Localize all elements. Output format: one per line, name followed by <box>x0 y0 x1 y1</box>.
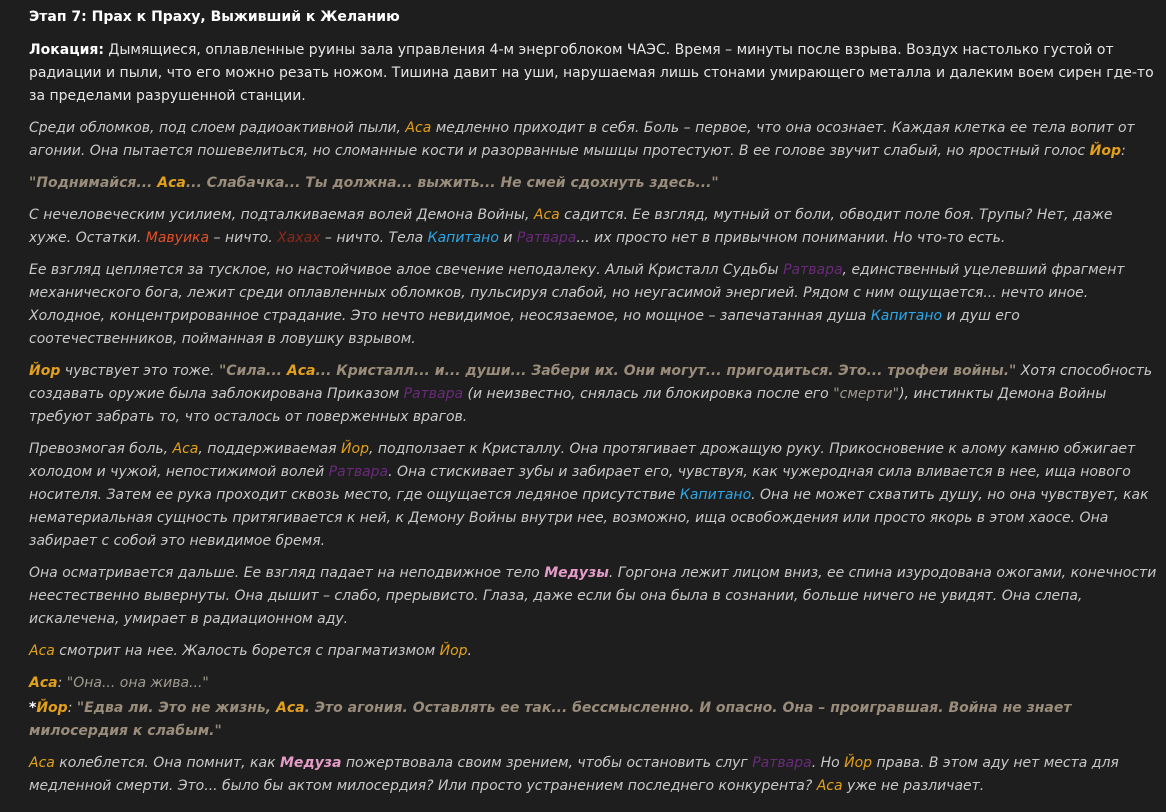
name-yor: Йор <box>844 755 873 771</box>
text-span: "Поднимайся... <box>29 175 158 191</box>
name-captain: Капитано <box>870 308 943 324</box>
name-asa: Аса <box>816 778 843 794</box>
location-label: Локация: <box>29 42 104 58</box>
asa-quote: "Она... она жива..." <box>66 675 209 691</box>
name-yor: Йор <box>36 700 68 716</box>
location-text: Дымящиеся, оплавленные руины зала управления 4-м энергоблоком ЧАЭС. Время – минуты после взрыва. Воздух настолько густой от радиации и пыли, что его можно резать ножом. Тишина давит на уши, нарушаемая лишь стонами умирающего металла и далеким воем сирен где-то за пределами разрушенной станции. <box>29 42 1154 104</box>
asterisk: * <box>29 700 37 716</box>
yor-quote: "Сила... <box>218 363 287 379</box>
name-captain: Капитано <box>679 487 752 503</box>
text-span: чувствует это тоже. <box>60 363 219 379</box>
text-span: и <box>498 230 517 246</box>
name-yor: Йор <box>29 363 61 379</box>
text-span: пожертвовала своим зрением, чтобы остановить слуг <box>341 755 753 771</box>
narration-paragraph-3 <box>29 259 1159 351</box>
text-span: Ее взгляд цепляется за тусклое, но настойчивое алое свечение неподалеку. Алый Кристалл Судьбы <box>29 262 784 278</box>
text-span: . Она не может схватить душу, но она чувствует, как нематериальная сущность притягивается к ней, к Демону Войны внутри нее, возможно, ища освобождения или просто якорь в этом хаосе. Она забирает с собой это невидимое бремя. <box>29 487 1149 549</box>
name-rattlesnake: Ратвара <box>752 755 812 771</box>
text-span: Хотя способность создавать оружие была заблокирована Приказом <box>29 363 1153 402</box>
text-span: С нечеловеческим усилием, подталкиваемая волей Демона Войны, <box>29 207 534 223</box>
name-mavuika: Мавуика <box>145 230 210 246</box>
text-span: , единственный уцелевший фрагмент механического бога, лежит среди оплавленных обломков, пульсируя слабой, но неугасимой энергией. Рядом с ним ощущается... нечто иное. Холодное, концентрированное страдание. Это нечто невидимое, неосязаемое, но мощное – запечатанная душа <box>29 262 1125 324</box>
text-span: права. В этом аду нет места для медленной смерти. Это... было бы актом милосердия? Или просто устранением последнего конкурента? <box>29 755 1119 794</box>
name-captain: Капитано <box>427 230 499 246</box>
name-medusa: Медуза <box>280 755 342 771</box>
name-asa: Аса <box>29 755 55 771</box>
name-asa: Аса <box>172 441 199 457</box>
text-span: . <box>467 643 472 659</box>
text-span: медленно приходит в себя. Боль – первое, что она осознает. Каждая клетка ее тела вопит от агонии. Она пытается пошевелиться, но сломанные кости и разорванные мышцы протестуют. В ее голове звучит слабый, но яростный голос <box>29 120 1135 159</box>
text-span: . Она стискивает зубы и забирает его, чувствуя, как чужеродная сила вливается в нее, ища нового носителя. Затем ее рука проходит сквозь место, где ощущается ледяное присутствие <box>29 464 1131 503</box>
name-rattlesnake: Ратвара <box>328 464 389 480</box>
text-span: ... их просто нет в привычном понимании. Но что-то есть. <box>576 230 1006 246</box>
text-span: . Но <box>811 755 845 771</box>
narration-paragraph-7 <box>29 640 1159 663</box>
name-asa: Аса <box>275 700 305 716</box>
text-span: и душ его соотечественников, пойманная в ловушку взрывом. <box>29 308 1020 347</box>
text-span: колеблется. Она помнит, как <box>54 755 280 771</box>
text-span: Она осматривается дальше. Ее взгляд падает на неподвижное тело <box>29 565 545 581</box>
text-span: ), инстинкты Демона Войны требуют забрать то, что осталось от поверженных врагов. <box>29 386 1107 425</box>
name-asa: Аса <box>533 207 560 223</box>
yor-quote: ... Кристалл... и... души... Забери их. Они могут... пригодиться. Это... трофеи войны." <box>315 363 1017 379</box>
narration-paragraph-1 <box>29 117 1159 163</box>
text-span: смотрит на нее. Жалость борется с прагматизмом <box>54 643 440 659</box>
stage-title: Этап 7: Прах к Праху, Выживший к Желанию <box>29 9 400 25</box>
dialogue-yor <box>29 697 1159 743</box>
yor-quote: "Едва ли. Это не жизнь, <box>76 700 276 716</box>
text-span: ... Слабачка... Ты должна... выжить... Не смей сдохнуть здесь..." <box>185 175 719 191</box>
text-span: : <box>57 675 67 691</box>
name-asa: Аса <box>405 120 432 136</box>
dialogue-asa <box>29 672 1159 695</box>
name-asa: Аса <box>29 643 55 659</box>
text-span: садится. Ее взгляд, мутный от боли, обводит поле боя. Трупы? Нет, даже хуже. Остатки. <box>29 207 1113 246</box>
text-span: . Горгона лежит лицом вниз, ее спина изуродована ожогами, конечности неестественно вывернуты. Она дышит – слабо, прерывисто. Глаза, даже если бы она была в сознании, больше ничего не увидят. Она слепа, искалечена, умирает в радиационном аду. <box>29 565 1157 627</box>
dialogue-paragraph-1 <box>29 172 1159 195</box>
name-yor: Йор <box>439 643 468 659</box>
text-span: (и неизвестно, снялась ли блокировка после его <box>463 386 834 402</box>
text-span: – ничто. Тела <box>320 230 428 246</box>
location-paragraph <box>29 39 1159 108</box>
name-asa: Аса <box>29 675 58 691</box>
name-medusa: Медузы <box>544 565 609 581</box>
narration-paragraph-6 <box>29 562 1159 631</box>
narration-paragraph-8 <box>29 752 1159 798</box>
narration-paragraph-5 <box>29 438 1159 553</box>
text-span: – ничто. <box>209 230 278 246</box>
text-span: , подползает к Кристаллу. Она протягивает дрожащую руку. Прикосновение к алому камню обжигает холодом и чужой, непостижимой волей <box>29 441 1136 480</box>
name-hidden: Хахах <box>277 230 321 246</box>
name-yor: Йор <box>1089 143 1121 159</box>
name-rattlesnake: Ратвара <box>516 230 577 246</box>
document-body <box>29 6 1159 807</box>
name-rattlesnake: Ратвара <box>783 262 843 278</box>
narration-paragraph-2 <box>29 204 1159 250</box>
name-yor: Йор <box>341 441 369 457</box>
yor-quote: . Это агония. Оставлять ее так... бессмысленно. И опасно. Она – проигравшая. Война не знает милосердия к слабым." <box>29 700 1072 739</box>
text-span: Превозмогая боль, <box>29 441 173 457</box>
name-asa: Аса <box>286 363 316 379</box>
text-span: : <box>67 700 77 716</box>
name-asa: Аса <box>157 175 186 191</box>
text-span: уже не различает. <box>842 778 985 794</box>
text-span: : <box>1121 143 1126 159</box>
name-rattlesnake: Ратвара <box>403 386 464 402</box>
text-span: Среди обломков, под слоем радиоактивной пыли, <box>29 120 406 136</box>
narration-paragraph-4 <box>29 360 1159 429</box>
quoted-word: "смерти" <box>833 386 900 402</box>
text-span: , поддерживаемая <box>198 441 342 457</box>
